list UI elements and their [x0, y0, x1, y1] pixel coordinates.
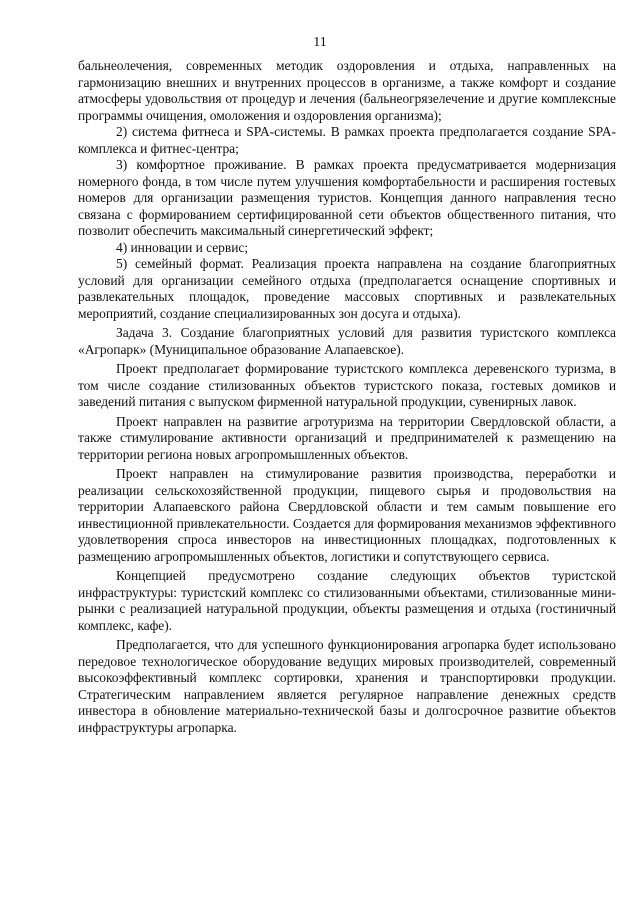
paragraph-infrastructure: Концепцией предусмотрено создание следующих объектов туристской инфраструктуры: туристский комплекс со стилизованными объектами, стилизованные мини-рынки с реализацией натуральной продукции, объекты размещения и отдыха (гостиничный комплекс, кафе).	[78, 568, 616, 633]
list-item-family-format: 5) семейный формат. Реализация проекта направлена на создание благоприятных условий для организации семейного отдыха (предполагается оснащение спортивных и развлекательных площадок, проведение массовых спортивных и развлекательных мероприятий, создание специализированных зон досуга и отдыха).	[78, 256, 616, 321]
paragraph-production: Проект направлен на стимулирование развития производства, переработки и реализации сельскохозяйственной продукции, пищевого сырья и продовольствия на территории Алапаевского района Свердловской области и тем самым повышение его инвестиционной привлекательности. Создается для формирования механизмов эффективного удовлетворения спроса инвесторов на инвестиционных площадках, подготовленных к размещению агропромышленных объектов, логистики и сопутствующего сервиса.	[78, 466, 616, 564]
page-number: 11	[313, 35, 327, 50]
paragraph-continuation: бальнеолечения, современных методик оздоровления и отдыха, направленных на гармонизацию внешних и внутренних процессов в организме, а также комфорт и создание атмосферы удовольствия от процедур и лечения (бальнеогрязелечение и другие комплексные программы очищения, омоложения и оздоровления организма);	[78, 58, 616, 123]
list-item-accommodation: 3) комфортное проживание. В рамках проекта предусматривается модернизация номерного фонда, в том числе путем улучшения комфортабельности и расширения гостевых номеров для организации размещения туристов. Концепция данного направления тесно связана с формированием сертифицированной сети объектов общественного питания, что позволит обеспечить максимальный синергетический эффект;	[78, 157, 616, 238]
list-item-fitness-spa: 2) система фитнеса и SPA-системы. В рамках проекта предполагается создание SPA-комплекса и фитнес-центра;	[78, 124, 616, 156]
paragraph-project-concept: Проект предполагает формирование туристского комплекса деревенского туризма, в том числе создание стилизованных объектов туристского показа, гостевых домиков и заведений питания с выпуском фирменной натуральной продукции, сувенирных лавок.	[78, 361, 616, 409]
paragraph-equipment: Предполагается, что для успешного функционирования агропарка будет использовано передовое технологическое оборудование ведущих мировых производителей, современный высокоэффективный комплекс сортировки, хранения и транспортировки продукции. Стратегическим направлением является регулярное направление денежных средств инвестора в обновление материально-технической базы и долгосрочное развитие объектов инфраструктуры агропарка.	[78, 637, 616, 735]
paragraph-agrotourism: Проект направлен на развитие агротуризма на территории Свердловской области, а также стимулирование активности организаций и предпринимателей к размещению на территории региона новых агропромышленных объектов.	[78, 413, 616, 462]
task-3-heading: Задача 3. Создание благоприятных условий для развития туристского комплекса «Агропарк» (Муниципальное образование Алапаевское).	[78, 325, 616, 357]
document-body	[78, 58, 616, 736]
list-item-innovation: 4) инновации и сервис;	[116, 239, 249, 255]
